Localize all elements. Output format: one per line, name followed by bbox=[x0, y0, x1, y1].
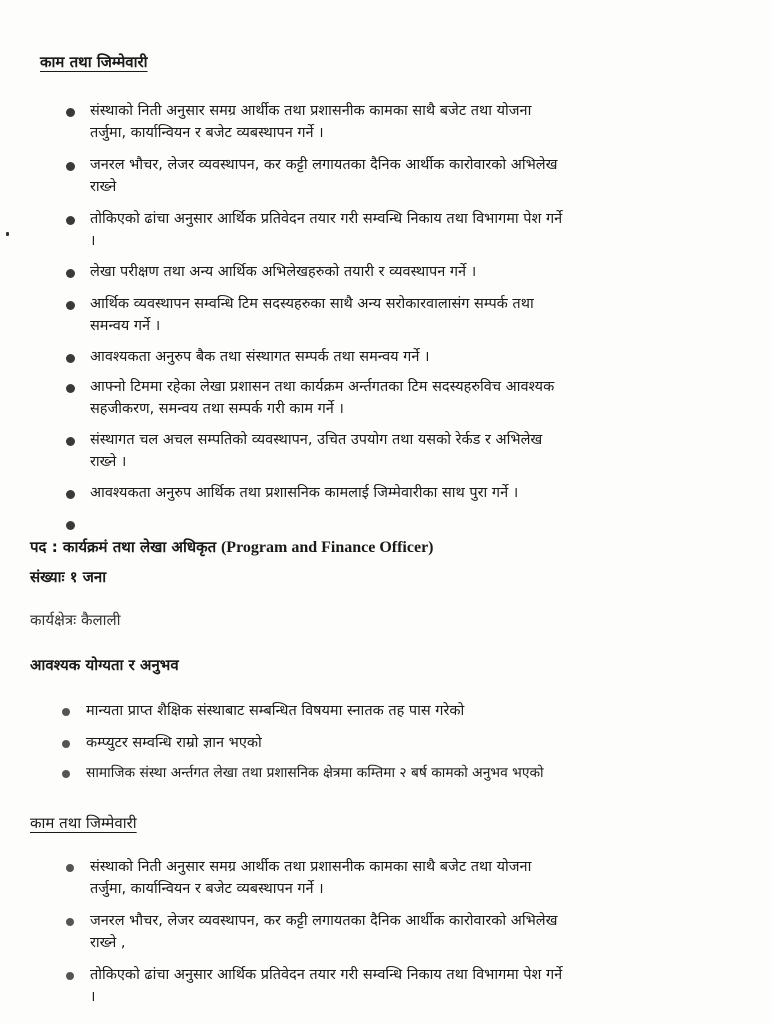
bullet-icon bbox=[66, 918, 74, 926]
bullet-icon bbox=[66, 162, 75, 171]
bullet-icon bbox=[66, 490, 75, 499]
section2-heading: काम तथा जिम्मेवारी bbox=[30, 814, 137, 832]
bullet-icon bbox=[66, 384, 75, 393]
bullet-icon bbox=[66, 972, 74, 980]
document-page: काम तथा जिम्मेवारी संस्थाको निती अनुसार समग्र आर्थीक तथा प्रशासनीक कामका साथै बजेट तथा योजना तर्जुमा, कार्यान्वियन र बजेट व्यबस्थापन गर्ने । जनरल भौचर, लेजर व्यवस्थापन, कर कट्टी लगायतका दैनिक आर्थीक कारोवारको अभिलेख राख्ने तोकिएको ढांचा अनुसार आर्थिक प्रतिवेदन तयार गरी सम्वन्धि निकाय तथा विभागमा पेश गर्ने । लेखा परीक्षण तथा अन्य आर्थिक अभिलेखहरुको तयारी र व्यवस्थापन गर्ने । आर्थिक व्यवस्थापन सम्वन्धि टिम सदस्यहरुका साथै अन्य सरोकारवालासंग सम्पर्क तथा समन्वय गर्ने । आवश्यकता अनुरुप बैक तथा संस्थागत सम्पर्क तथा समन्वय गर्ने । आफ्नो टिममा रहेका लेखा प्रशासन तथा कार्यक्रम अर्न्तगतका टिम सदस्यहरुविच आवश्यक सहजीकरण, समन्वय तथा सम्पर्क गरी काम गर्ने । संस्थागत चल अचल सम्पतिको व्यवस्थापन, उचित उपयोग तथा यसको रेर्कड र अभिलेख राख्ने । आवश्यकता अनुरुप आर्थिक तथा प्रशासनिक कामलाई जिम्मेवारीका साथ पुरा गर्ने । पद : कार्यक्रमं तथा लेखा अधिकृत (Program and Finance Officer) संख्याः १ जना कार्यक्षेत्रः कैलाली आवश्यक योग्यता र अनुभव मान्यता प्राप्त शैक्षिक संस्थाबाट सम्बन्धित विषयमा स्नातक तह पास गरेको कम्प्युटर सम्वन्धि राम्रो ज्ञान भएको सामाजिक संस्था अर्न्तगत लेखा तथा प्रशासनिक क्षेत्रमा कम्तिमा २ बर्ष कामको अनुभव भएको काम तथा जिम्मेवारी संस्थाको निती अनुसार समग्र आर्थीक तथा प्रशासनीक कामका साथै बजेट तथा योजना तर्जुमा, कार्यान्वियन र बजेट व्यबस्थापन गर्ने । जनरल भौचर, लेजर व्यवस्थापन, कर कट्टी लगायतका दैनिक आर्थीक कारोवारको अभिलेख राख्ने , तोकिएको ढांचा अनुसार आर्थिक प्रतिवेदन तयार गरी सम्वन्धि निकाय तथा विभागमा पेश गर्ने । bbox=[0, 0, 772, 1024]
bullet-icon bbox=[66, 108, 75, 117]
bullet-icon bbox=[66, 864, 74, 872]
bullet-icon bbox=[66, 437, 75, 446]
section1-heading: काम तथा जिम्मेवारी bbox=[40, 53, 148, 71]
bullet-icon bbox=[66, 216, 75, 225]
qualifications-heading: आवश्यक योग्यता र अनुभव bbox=[30, 656, 179, 674]
bullet-icon bbox=[62, 770, 70, 778]
position-english: (Program and Finance Officer) bbox=[220, 539, 434, 556]
bullet-icon bbox=[66, 354, 75, 363]
position-line bbox=[30, 537, 434, 557]
vacancy-count: संख्याः १ जना bbox=[30, 568, 107, 586]
bullet-icon bbox=[62, 740, 70, 748]
bullet-icon bbox=[66, 521, 75, 530]
bullet-icon bbox=[66, 301, 75, 310]
work-location: कार्यक्षेत्रः कैलाली bbox=[30, 611, 121, 629]
bullet-icon bbox=[62, 708, 70, 716]
position-label: पद : कार्यक्रमं तथा लेखा अधिकृत bbox=[30, 538, 217, 556]
bullet-icon bbox=[66, 269, 75, 278]
scan-speck bbox=[6, 232, 9, 236]
